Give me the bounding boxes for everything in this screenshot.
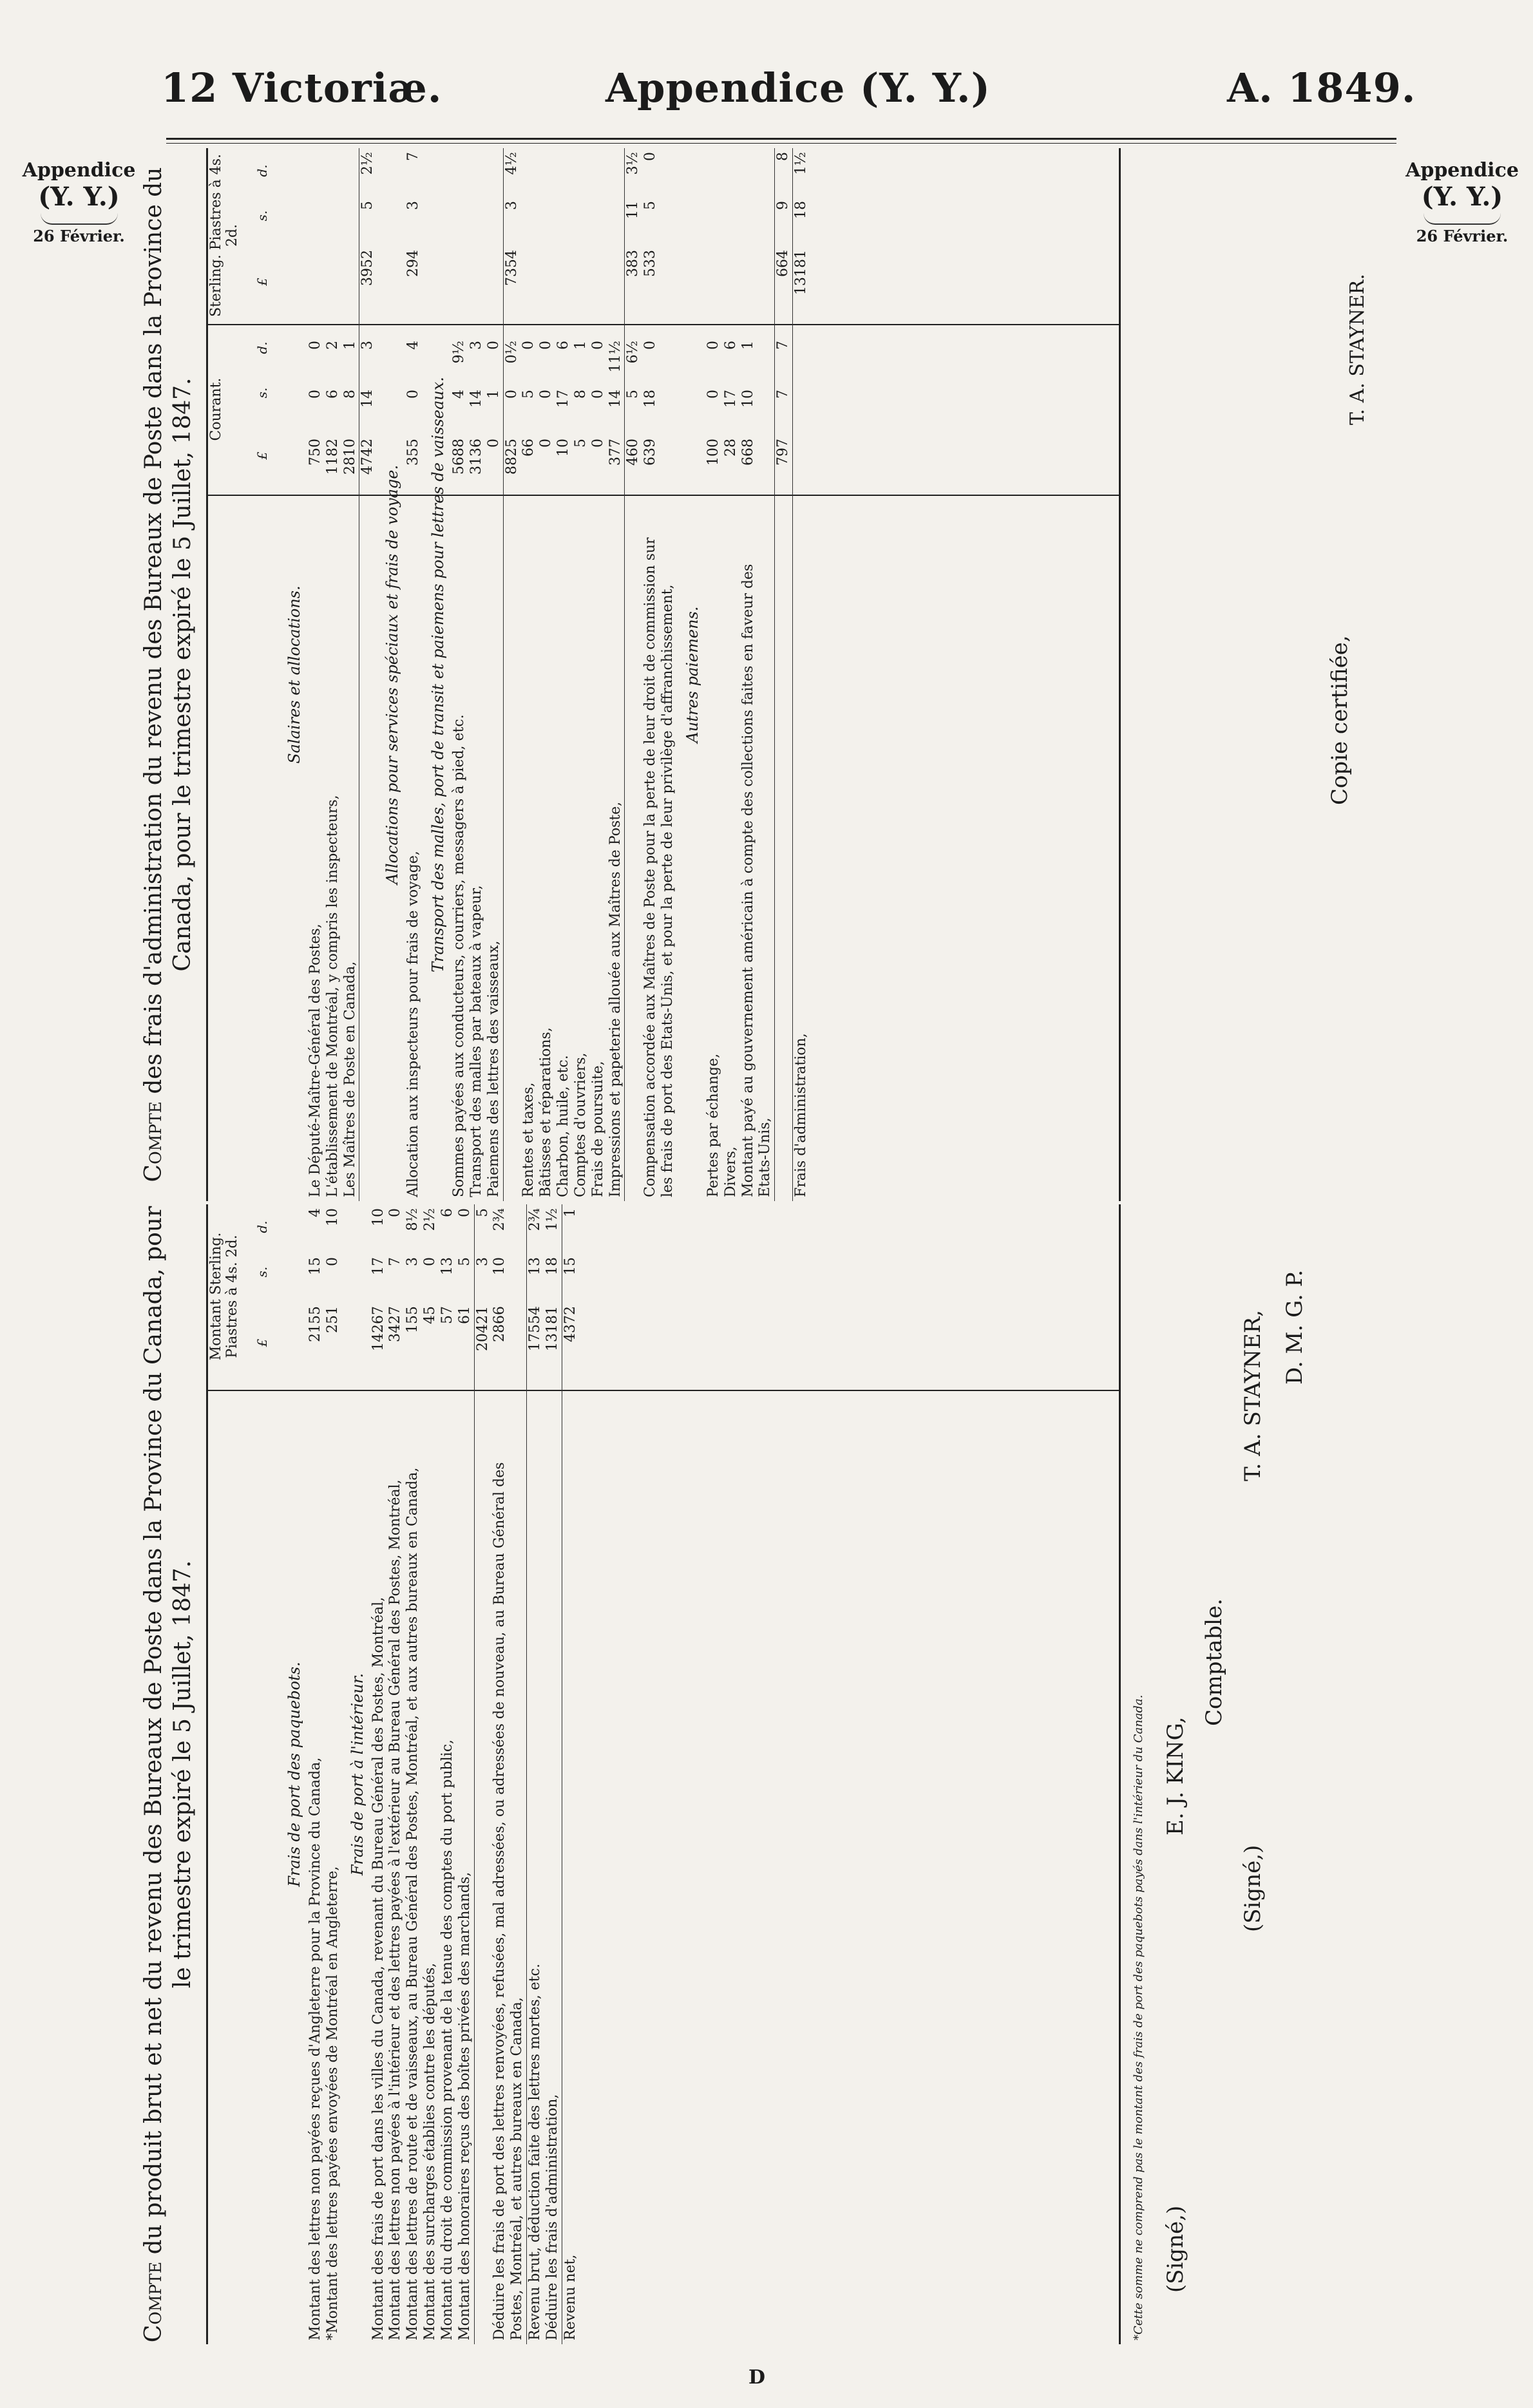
- table-row: [342, 148, 359, 1201]
- amount-cl: 10: [555, 439, 572, 457]
- side-right-code: (Y. Y.): [1421, 181, 1503, 212]
- amount-ss: 9: [775, 201, 792, 210]
- row-label: Paiemens des lettres des vaisseaux,: [485, 940, 502, 1197]
- right-unit-cs: s.: [254, 387, 270, 399]
- right-unit-ss: s.: [254, 210, 270, 222]
- left-section-title: Frais de port à l'intérieur.: [348, 1673, 367, 1876]
- amount-d: 2¾: [527, 1208, 544, 1231]
- left-units: [254, 1204, 270, 1391]
- table-row: [723, 148, 740, 1201]
- amount-cd: 0: [485, 341, 502, 350]
- amount-cs: 17: [555, 390, 572, 408]
- amount-cs: 1: [485, 390, 502, 399]
- amount-s: 15: [307, 1257, 323, 1275]
- amount-s: 0: [324, 1257, 341, 1266]
- table-row: [387, 1204, 405, 2344]
- left-table-title: [135, 1204, 197, 2344]
- amount-cl: 5688: [451, 439, 468, 475]
- amount-cd: 1: [572, 341, 589, 350]
- table-row: [468, 148, 486, 1201]
- amount-d: 4: [307, 1208, 323, 1217]
- amount-cs: 7: [775, 390, 792, 399]
- right-unit-sd: d.: [254, 164, 270, 177]
- table-row: [544, 1204, 562, 2344]
- row-label: Compensation accordée aux Maîtres de Poste pour la perte de leur droit de commission sur les frais de port des Etats-Unis, et pour la perte de leur privilège d'affranchissement,: [642, 537, 676, 1197]
- amount-s: 0: [422, 1257, 439, 1266]
- right-units-courant: [254, 325, 270, 496]
- side-left-code: (Y. Y.): [38, 181, 120, 212]
- amount-cd: 6: [555, 341, 572, 350]
- side-right-date: 26 Février.: [1416, 226, 1509, 245]
- table-row: [422, 1204, 439, 2344]
- amount-d: 2¾: [491, 1208, 508, 1231]
- row-label: Frais de poursuite,: [589, 1061, 606, 1197]
- amount-d: 0: [456, 1208, 473, 1217]
- left-section-title: Frais de port des paquebots.: [285, 1662, 303, 1887]
- table-row: [538, 148, 555, 1201]
- left-table-box: [206, 1204, 1121, 2344]
- amount-cl: 0: [485, 439, 502, 448]
- amount-sd: 7: [405, 152, 422, 161]
- row-label: Frais d'administration,: [793, 1033, 810, 1197]
- left-title-lead: Compte: [140, 2261, 167, 2343]
- amount-s: 3: [474, 1257, 491, 1266]
- row-label: Montant des surcharges établies contre les députés,: [422, 1962, 439, 2340]
- row-label: Sommes payées aux conducteurs, courriers, messagers à pied, etc.: [451, 714, 468, 1197]
- side-note-right: [1398, 160, 1527, 245]
- amount-d: 6: [439, 1208, 455, 1217]
- amount-l: 2155: [307, 1306, 323, 1342]
- amount-s: 18: [544, 1257, 560, 1275]
- amount-s: 10: [491, 1257, 508, 1275]
- amount-cl: 8825: [503, 439, 520, 475]
- table-row: [792, 148, 810, 1201]
- amount-cs: 5: [625, 390, 642, 399]
- table-row: [555, 148, 573, 1201]
- table-row: [624, 148, 642, 1201]
- amount-cl: 66: [520, 439, 537, 457]
- right-table-body: [279, 148, 810, 1201]
- amount-l: 251: [324, 1306, 341, 1333]
- amount-cs: 6: [324, 390, 341, 399]
- amount-s: 7: [387, 1257, 404, 1266]
- amount-cd: 0: [589, 341, 606, 350]
- amount-cs: 8: [341, 390, 358, 399]
- amount-cl: 668: [739, 439, 756, 466]
- table-row: [486, 148, 503, 1201]
- table-row: [439, 1204, 457, 2344]
- right-section-title: Allocations pour services spéciaux et frais de voyage.: [383, 464, 402, 885]
- row-label: Rentes et taxes,: [520, 1082, 537, 1197]
- amount-cl: 5: [572, 439, 589, 448]
- left-col-header: Montant Sterling. Piastres à 4s. 2d.: [208, 1203, 253, 1391]
- amount-cl: 797: [775, 439, 792, 466]
- left-unit-s: s.: [254, 1266, 270, 1278]
- amount-d: 1: [562, 1208, 578, 1217]
- amount-ss: 3: [503, 201, 520, 210]
- amount-ss: 5: [642, 201, 659, 210]
- left-unit-l: £: [254, 1338, 270, 1347]
- amount-cl: 1182: [324, 439, 341, 475]
- signature-dmgp: D. M. G. P.: [1282, 1269, 1308, 1385]
- amount-cl: 377: [607, 439, 624, 466]
- amount-ss: 18: [793, 201, 810, 219]
- amount-sl: 294: [405, 250, 422, 277]
- header-center: Appendice (Y. Y.): [605, 64, 991, 111]
- amount-cd: 3: [468, 341, 484, 350]
- amount-cd: 0: [520, 341, 537, 350]
- amount-cs: 10: [739, 390, 756, 408]
- signature-comptable: Comptable.: [1201, 1598, 1227, 1726]
- amount-sl: 3952: [359, 250, 376, 286]
- amount-cd: 11½: [607, 341, 624, 373]
- table-row: [740, 148, 775, 1201]
- table-row: [526, 1204, 544, 2344]
- amount-sd: 8: [775, 152, 792, 161]
- amount-cs: 14: [359, 390, 376, 408]
- amount-cd: 0½: [503, 341, 520, 364]
- table-row: [491, 1204, 526, 2344]
- amount-l: 57: [439, 1306, 455, 1324]
- row-label: L'établissement de Montréal, y compris les inspecteurs,: [324, 795, 341, 1197]
- amount-l: 45: [422, 1306, 439, 1324]
- side-left-date: 26 Février.: [33, 226, 125, 245]
- amount-ss: 3: [405, 201, 422, 210]
- row-label: Charbon, huile, etc.: [555, 1055, 572, 1197]
- table-row: [474, 1204, 492, 2344]
- amount-cd: 7: [775, 341, 792, 350]
- amount-sl: 383: [625, 250, 642, 277]
- amount-cd: 1: [341, 341, 358, 350]
- right-units-sterling: [254, 148, 270, 325]
- signature-signe-1: (Signé,): [1163, 2205, 1188, 2293]
- amount-cl: 460: [625, 439, 642, 466]
- amount-sl: 7354: [503, 250, 520, 286]
- right-unit-cl: £: [254, 451, 270, 460]
- amount-cl: 4742: [359, 439, 376, 475]
- amount-d: 10: [370, 1208, 386, 1226]
- amount-sd: 2½: [359, 152, 376, 175]
- side-note-left: [19, 160, 138, 245]
- right-col-courant: Courant.: [208, 324, 253, 496]
- signature-signe-2: (Signé,): [1240, 1844, 1266, 1932]
- header-right: A. 1849.: [1227, 64, 1416, 111]
- page-mark: D: [748, 2366, 766, 2389]
- header-left: 12 Victoriæ.: [161, 64, 443, 111]
- amount-cd: 0: [307, 341, 323, 350]
- amount-l: 4372: [562, 1306, 578, 1342]
- amount-sd: 1½: [793, 152, 810, 175]
- amount-cd: 1: [739, 341, 756, 350]
- amount-cs: 0: [705, 390, 721, 399]
- table-row: [520, 148, 538, 1201]
- row-label: Montant des honoraires reçus des boîtes privées des marchands,: [456, 1872, 473, 2340]
- amount-cd: 6½: [625, 341, 642, 364]
- amount-cd: 0: [538, 341, 555, 350]
- right-title-lead: Compte: [140, 1101, 167, 1182]
- amount-cs: 0: [405, 390, 422, 399]
- row-label: Allocation aux inspecteurs pour frais de voyage,: [405, 851, 422, 1197]
- amount-s: 3: [405, 1257, 421, 1266]
- left-unit-d: d.: [254, 1220, 270, 1233]
- side-left-brace: [41, 213, 118, 225]
- table-row: [451, 148, 468, 1201]
- row-label: Montant des lettres non payées reçues d'Angleterre pour la Province du Canada,: [307, 1757, 323, 2340]
- table-row: [573, 148, 590, 1201]
- table-row: [705, 148, 723, 1201]
- row-label: Impressions et papeterie allouée aux Maîtres de Poste,: [607, 801, 624, 1197]
- left-table: [135, 1204, 1159, 2344]
- amount-cl: 639: [642, 439, 659, 466]
- row-label: Le Député-Maître-Général des Postes,: [307, 924, 323, 1197]
- amount-cl: 0: [589, 439, 606, 448]
- signature-king: E. J. KING,: [1163, 1716, 1188, 1835]
- right-section-title: Transport des malles, port de transit et paiemens pour lettres de vaisseaux.: [429, 377, 448, 972]
- right-section-title: Salaires et allocations.: [285, 585, 303, 764]
- signature-stayner: T. A. STAYNER,: [1240, 1309, 1266, 1481]
- table-row: [405, 1204, 422, 2344]
- amount-d: 1½: [544, 1208, 560, 1231]
- right-table-box: [206, 148, 1121, 1201]
- amount-cs: 8: [572, 390, 589, 399]
- row-label: Montant du droit de commission provenant de la tenue des comptes du port public,: [439, 1739, 455, 2340]
- amount-cl: 0: [538, 439, 555, 448]
- amount-l: 14267: [370, 1306, 386, 1351]
- amount-ss: 5: [359, 201, 376, 210]
- header-rule: [166, 138, 1396, 140]
- amount-d: 0: [387, 1208, 404, 1217]
- table-row: [325, 148, 342, 1201]
- right-unit-sl: £: [254, 278, 270, 286]
- row-label: Revenu brut, déduction faite des lettres mortes, etc.: [527, 1964, 544, 2340]
- right-col-sterling: Sterling. Piastres à 4s. 2d.: [208, 147, 253, 325]
- amount-cs: 0: [538, 390, 555, 399]
- amount-cl: 3136: [468, 439, 484, 475]
- amount-l: 17554: [527, 1306, 544, 1351]
- amount-cl: 100: [705, 439, 721, 466]
- right-unit-cd: d.: [254, 341, 270, 354]
- right-title-rest: des frais d'administration du revenu des Bureaux de Poste dans la Province du Canada, pour le trimestre expiré le 5 Juillet, 1847.: [140, 167, 196, 1102]
- amount-d: 8½: [405, 1208, 421, 1231]
- amount-cl: 750: [307, 439, 323, 466]
- left-title-rest: du produit brut et net du revenu des Bureaux de Poste dans la Province du Canada, pour le trimestre expiré le 5 Juillet, 1847.: [140, 1206, 196, 2262]
- amount-d: 10: [324, 1208, 341, 1226]
- amount-sd: 3½: [625, 152, 642, 175]
- amount-l: 20421: [474, 1306, 491, 1351]
- row-label: Divers,: [722, 1146, 739, 1197]
- right-section-title: Autres paiemens.: [683, 606, 701, 743]
- row-label: Montant des frais de port dans les villes du Canada, revenant du Bureau Général des Postes, Montréal,: [370, 1597, 386, 2340]
- signature-copie-certifiee: Copie certifiée,: [1327, 635, 1353, 805]
- side-right-brace: [1424, 213, 1501, 225]
- amount-cd: 2: [324, 341, 341, 350]
- row-label: Revenu net,: [562, 2254, 578, 2340]
- table-row: [325, 1204, 342, 2344]
- header-rule-thin: [166, 143, 1396, 144]
- row-label: Pertes par échange,: [705, 1053, 721, 1197]
- amount-s: 17: [370, 1257, 386, 1275]
- row-label: *Montant des lettres payées envoyées de Montréal en Angleterre,: [324, 1866, 341, 2340]
- amount-cl: 355: [405, 439, 422, 466]
- table-row: [590, 148, 607, 1201]
- amount-l: 61: [456, 1306, 473, 1324]
- amount-sl: 533: [642, 250, 659, 277]
- amount-d: 5: [474, 1208, 491, 1217]
- amount-l: 155: [405, 1306, 421, 1333]
- amount-sd: 0: [642, 152, 659, 161]
- table-row: [370, 1204, 388, 2344]
- table-row: [607, 148, 625, 1201]
- amount-s: 15: [562, 1257, 578, 1275]
- amount-l: 2866: [491, 1306, 508, 1342]
- amount-sl: 13181: [793, 250, 810, 295]
- amount-cs: 17: [722, 390, 739, 408]
- amount-l: 13181: [544, 1306, 560, 1351]
- side-left-title: Appendice: [22, 159, 136, 182]
- amount-cs: 0: [589, 390, 606, 399]
- row-label: Montant des lettres de route et de vaisseaux, au Bureau Général des Postes, Montréal, et aux autres bureaux en Canada,: [405, 1467, 421, 2340]
- amount-cs: 5: [520, 390, 537, 399]
- right-table-title: [135, 148, 197, 1201]
- amount-s: 13: [439, 1257, 455, 1275]
- table-row: [457, 1204, 474, 2344]
- signature-stayner-right: T. A. STAYNER.: [1346, 274, 1369, 425]
- amount-cs: 0: [503, 390, 520, 399]
- amount-d: 2½: [422, 1208, 439, 1231]
- table-row: [562, 1204, 580, 2344]
- row-label: Montant des lettres non payées à l'intérieur et des lettres payées à l'extérieur au Bureau Général des Postes, Montréal,: [387, 1479, 404, 2340]
- table-row: [503, 148, 521, 1201]
- amount-cl: 2810: [341, 439, 358, 475]
- table-row: [359, 148, 377, 1201]
- row-label: Les Maîtres de Poste en Canada,: [341, 961, 358, 1197]
- amount-cd: 0: [705, 341, 721, 350]
- amount-cs: 14: [468, 390, 484, 408]
- row-label: Transport des malles par bateaux à vapeur,: [468, 885, 484, 1197]
- amount-cd: 4: [405, 341, 422, 350]
- table-row: [405, 148, 423, 1201]
- amount-cd: 9½: [451, 341, 468, 364]
- amount-s: 5: [456, 1257, 473, 1266]
- amount-cd: 0: [642, 341, 659, 350]
- row-label: Bâtisses et réparations,: [538, 1027, 555, 1197]
- amount-cs: 18: [642, 390, 659, 408]
- row-label: Montant payé au gouvernement américain à compte des collections faites en faveur des Etats-Unis,: [739, 564, 774, 1197]
- amount-cd: 3: [359, 341, 376, 350]
- row-label: Déduire les frais d'administration,: [544, 2094, 560, 2340]
- table-row: [307, 148, 325, 1201]
- right-table: [135, 148, 1159, 1201]
- table-row: [774, 148, 792, 1201]
- table-row: [642, 148, 677, 1201]
- amount-s: 13: [527, 1257, 544, 1275]
- side-right-title: Appendice: [1405, 159, 1519, 182]
- amount-sd: 4½: [503, 152, 520, 175]
- amount-l: 3427: [387, 1306, 404, 1342]
- left-table-body: [279, 1204, 580, 2344]
- amount-cs: 14: [607, 390, 624, 408]
- amount-cs: 0: [307, 390, 323, 399]
- row-label: Déduire les frais de port des lettres renvoyées, refusées, mal adressées, ou adressées de nouveau, au Bureau Général des Postes, Montréal, et autres bureaux en Canada,: [491, 1462, 526, 2340]
- amount-cl: 28: [722, 439, 739, 457]
- amount-ss: 11: [625, 201, 642, 219]
- amount-cd: 6: [722, 341, 739, 350]
- amount-sl: 664: [775, 250, 792, 277]
- row-label: Comptes d'ouvriers,: [572, 1052, 589, 1197]
- left-footnote: *Cette somme ne comprend pas le montant des frais de port des paquebots payés dans l'intérieur du Canada.: [1132, 1694, 1145, 2340]
- amount-cs: 4: [451, 390, 468, 399]
- table-row: [307, 1204, 325, 2344]
